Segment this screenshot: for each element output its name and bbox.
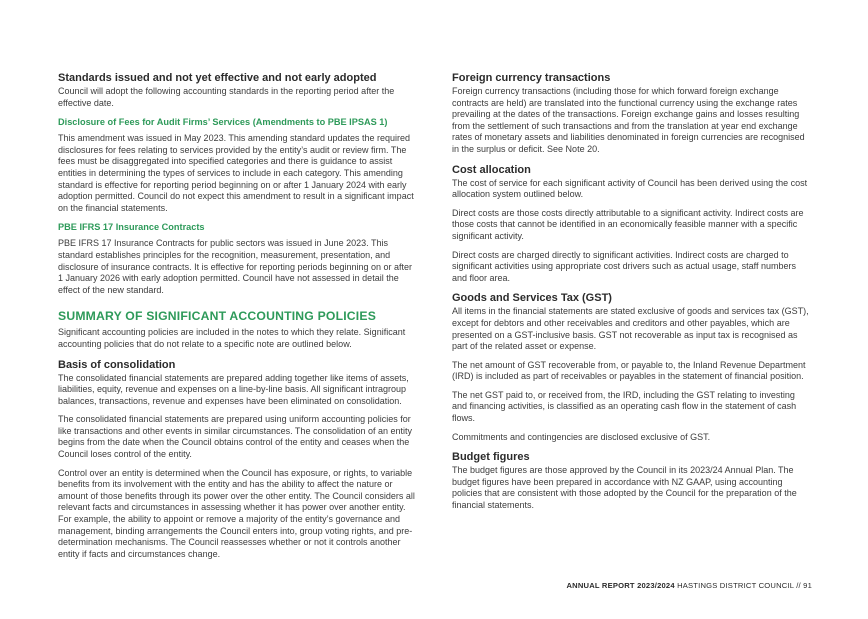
- page-number: 91: [803, 581, 812, 590]
- ifrs17-heading: PBE IFRS 17 Insurance Contracts: [58, 222, 205, 233]
- consolidation-paragraph-3: Control over an entity is determined when the Council has exposure, or rights, to variable benefits from its involvement with the entity and has the ability to affect the nature or amount of those benefits through its power over the other entity. The Council considers all relevant facts and circumstances in assessing whether it has power over another entity. For example, the ability to appoint or remove a majority of the entity’s governance and management, binding arrangements the Council enters into, group voting rights, and pre-determination mechanisms. The Council reassesses whether or not it controls another entity if facts and circumstances change.: [58, 467, 415, 559]
- gst-heading: Goods and Services Tax (GST): [452, 292, 612, 305]
- ipsas1-heading: Disclosure of Fees for Audit Firms’ Services (Amendments to PBE IPSAS 1): [58, 117, 388, 128]
- right-column: [452, 71, 812, 519]
- footer-report-title: ANNUAL REPORT 2023/2024: [566, 581, 675, 590]
- ipsas1-text: This amendment was issued in May 2023. This amending standard updates the required disclosures for fees relating to services provided by the entity’s audit or review firm. The fees must be disaggregated into specified categories and there is guidance to assist entities in determining the types of services to include in each category. This amending standard is effective for reporting period beginning on or after 1 January 2024 with early adoption permitted. Council do not expect this amendment to result in a significant impact on the financial statements.: [58, 133, 414, 213]
- footer-separator: //: [796, 581, 801, 590]
- summary-heading: SUMMARY OF SIGNIFICANT ACCOUNTING POLICIES: [58, 309, 377, 324]
- fx-text: Foreign currency transactions (including those for which forward foreign exchange contracts are held) are translated into the functional currency using the exchange rates prevailing at the dates of the transactions. Foreign exchange gains and losses resulting from the settlement of such transactions and from the translation at year end exchange rates of monetary assets and liabilities denominated in foreign currencies are recognised in the surplus or deficit. See Note 20.: [452, 86, 805, 154]
- gst-paragraph-2: The net amount of GST recoverable from, or payable to, the Inland Revenue Department (IRD) is included as part of receivables or payables in the statement of financial position.: [452, 359, 806, 382]
- summary-text: Significant accounting policies are included in the notes to which they relate. Significant accounting policies that do not relate to a specific note are outlined below.: [58, 327, 406, 349]
- cost-paragraph-1: The cost of service for each significant activity of Council has been derived using the cost allocation system outlined below.: [452, 177, 808, 200]
- cost-paragraph-3: Direct costs are charged directly to significant activities. Indirect costs are charged to significant activities using appropriate cost drivers such as actual usage, staff numbers and floor area.: [452, 249, 797, 283]
- consolidation-paragraph-1: The consolidated financial statements are prepared adding together like items of assets, liabilities, equity, revenue and expenses on a line-by-line basis. All significant intragroup balances, transactions, revenue and expenses have been eliminated on consolidation.: [58, 372, 409, 406]
- consolidation-heading: Basis of consolidation: [58, 358, 176, 371]
- budget-heading: Budget figures: [452, 451, 530, 464]
- budget-text: The budget figures are those approved by the Council in its 2023/24 Annual Plan. The budget figures have been prepared in accordance with NZ GAAP, using accounting policies that are consistent with those adopted by the Council for the preparation of the financial statements.: [452, 465, 797, 511]
- cost-paragraph-2: Direct costs are those costs directly attributable to a significant activity. Indirect costs are those costs that cannot be identified in an economically feasible manner with a specific significant activity.: [452, 207, 804, 241]
- left-column: [58, 71, 418, 567]
- footer-council-name: HASTINGS DISTRICT COUNCIL: [677, 581, 794, 590]
- ifrs17-text: PBE IFRS 17 Insurance Contracts for public sectors was issued in June 2023. This standard establishes principles for the recognition, measurement, presentation, and disclosure of insurance contracts. It is effective for reporting periods beginning on or after 1 January 2026 with early adoption permitted. Council have not assessed in detail the effect of the new standard.: [58, 238, 413, 295]
- gst-paragraph-3: The net GST paid to, or received from, the IRD, including the GST relating to investing and financing activities, is classified as an operating cash flow in the statement of cash flows.: [452, 389, 797, 424]
- gst-paragraph-4: Commitments and contingencies are disclosed exclusive of GST.: [452, 431, 711, 442]
- standards-intro: Council will adopt the following accounting standards in the reporting period after the effective date.: [58, 86, 395, 108]
- standards-heading: Standards issued and not yet effective and not early adopted: [58, 72, 377, 84]
- gst-paragraph-1: All items in the financial statements are stated exclusive of goods and services tax (GST), except for debtors and other receivables and creditors and other payables, which are presented on a GST-inclusive basis. GST not recoverable as input tax is recognised as part of the related asset or expense.: [452, 306, 809, 352]
- fx-heading: Foreign currency transactions: [452, 72, 611, 84]
- page-footer: [566, 581, 812, 590]
- cost-heading: Cost allocation: [452, 163, 531, 176]
- consolidation-paragraph-2: The consolidated financial statements are prepared using uniform accounting policies for like transactions and other events in similar circumstances. The consolidation of an entity begins from the date when the Council obtains control of the entity and ceases when the Council loses control of the entity.: [58, 414, 413, 460]
